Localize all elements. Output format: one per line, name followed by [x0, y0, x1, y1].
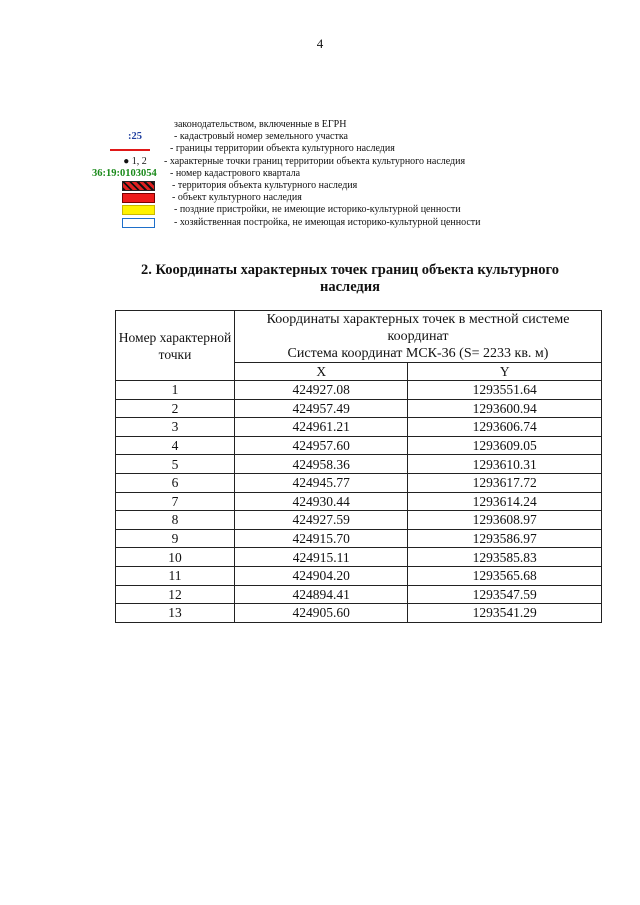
legend-text-boundary: - границы территории объекта культурного наследия	[170, 143, 395, 155]
section-title-line2: наследия	[320, 279, 380, 295]
x-coordinate-cell: 424957.49	[235, 399, 408, 418]
page-number: 4	[316, 36, 324, 51]
point-number-cell: 9	[116, 529, 235, 548]
table-row	[116, 418, 602, 437]
section-title	[100, 262, 600, 296]
table-row	[116, 473, 602, 492]
y-coordinate-cell: 1293586.97	[408, 529, 602, 548]
legend-row-outbuilding	[100, 218, 600, 230]
x-coordinate-cell: 424915.70	[235, 529, 408, 548]
coordinates-table	[115, 310, 602, 623]
point-number-cell: 1	[116, 381, 235, 400]
legend-text-parcel: - кадастровый номер земельного участка	[174, 131, 348, 143]
table-row	[116, 455, 602, 474]
x-coordinate-cell: 424961.21	[235, 418, 408, 437]
table-row	[116, 511, 602, 530]
table-row	[116, 436, 602, 455]
point-number-cell: 12	[116, 585, 235, 604]
legend-text-territory: - территория объекта культурного наследия	[172, 179, 358, 191]
table-row	[116, 548, 602, 567]
point-number-header: Номер характерной точки	[116, 311, 235, 381]
point-number-cell: 6	[116, 473, 235, 492]
y-coordinate-cell: 1293614.24	[408, 492, 602, 511]
y-header: Y	[408, 363, 602, 381]
table-row	[116, 492, 602, 511]
y-coordinate-cell: 1293610.31	[408, 455, 602, 474]
point-number-cell: 10	[116, 548, 235, 567]
point-number-cell: 7	[116, 492, 235, 511]
red-object-swatch	[122, 193, 155, 203]
point-number-cell: 11	[116, 566, 235, 585]
parcel-number-symbol: :25	[128, 131, 142, 143]
x-coordinate-cell: 424894.41	[235, 585, 408, 604]
y-coordinate-cell: 1293585.83	[408, 548, 602, 567]
y-coordinate-cell: 1293551.64	[408, 381, 602, 400]
y-coordinate-cell: 1293600.94	[408, 399, 602, 418]
x-coordinate-cell: 424915.11	[235, 548, 408, 567]
section-title-line1: 2. Координаты характерных точек границ объекта культурного	[141, 262, 559, 278]
legend-text-annex: - поздние пристройки, не имеющие историко-культурной ценности	[174, 204, 461, 216]
cadastral-quarter-symbol: 36:19:0103054	[92, 167, 157, 179]
legend-intro-text: законодательством, включенные в ЕГРН	[174, 119, 347, 130]
legend-text-points: - характерные точки границ территории объекта культурного наследия	[164, 155, 466, 167]
table-row	[116, 566, 602, 585]
point-marker-symbol: ● 1, 2	[123, 155, 147, 167]
legend-row-points	[100, 157, 600, 169]
x-coordinate-cell: 424958.36	[235, 455, 408, 474]
white-outbuilding-swatch	[122, 218, 155, 228]
x-coordinate-cell: 424905.60	[235, 604, 408, 623]
y-coordinate-cell: 1293617.72	[408, 473, 602, 492]
point-number-cell: 2	[116, 399, 235, 418]
coordinates-header-line1: Координаты характерных точек в местной системе координат	[266, 312, 570, 344]
coordinates-header	[235, 311, 602, 363]
x-coordinate-cell: 424930.44	[235, 492, 408, 511]
x-coordinate-cell: 424957.60	[235, 436, 408, 455]
y-coordinate-cell: 1293606.74	[408, 418, 602, 437]
coordinates-header-line2: Система координат МСК-36 (S= 2233 кв. м)	[287, 346, 549, 361]
legend-text-outbuilding: - хозяйственная постройка, не имеющая историко-культурной ценности	[174, 216, 481, 228]
table-row	[116, 585, 602, 604]
legend	[92, 119, 600, 230]
point-number-cell: 13	[116, 604, 235, 623]
legend-text-object: - объект культурного наследия	[172, 192, 302, 204]
y-coordinate-cell: 1293609.05	[408, 436, 602, 455]
point-number-cell: 5	[116, 455, 235, 474]
table-row	[116, 399, 602, 418]
x-header: X	[235, 363, 408, 381]
point-number-cell: 4	[116, 436, 235, 455]
legend-row-annex	[100, 205, 600, 217]
x-coordinate-cell: 424927.08	[235, 381, 408, 400]
x-coordinate-cell: 424945.77	[235, 473, 408, 492]
point-number-cell: 3	[116, 418, 235, 437]
yellow-annex-swatch	[122, 205, 155, 215]
y-coordinate-cell: 1293565.68	[408, 566, 602, 585]
table-row	[116, 381, 602, 400]
table-row	[116, 604, 602, 623]
x-coordinate-cell: 424927.59	[235, 511, 408, 530]
table-row	[116, 529, 602, 548]
hatched-territory-swatch	[122, 181, 155, 191]
boundary-line-symbol	[110, 149, 150, 151]
y-coordinate-cell: 1293547.59	[408, 585, 602, 604]
point-number-cell: 8	[116, 511, 235, 530]
y-coordinate-cell: 1293541.29	[408, 604, 602, 623]
x-coordinate-cell: 424904.20	[235, 566, 408, 585]
legend-row-boundary	[100, 144, 600, 156]
legend-text-quarter: - номер кадастрового квартала	[170, 167, 301, 179]
y-coordinate-cell: 1293608.97	[408, 511, 602, 530]
